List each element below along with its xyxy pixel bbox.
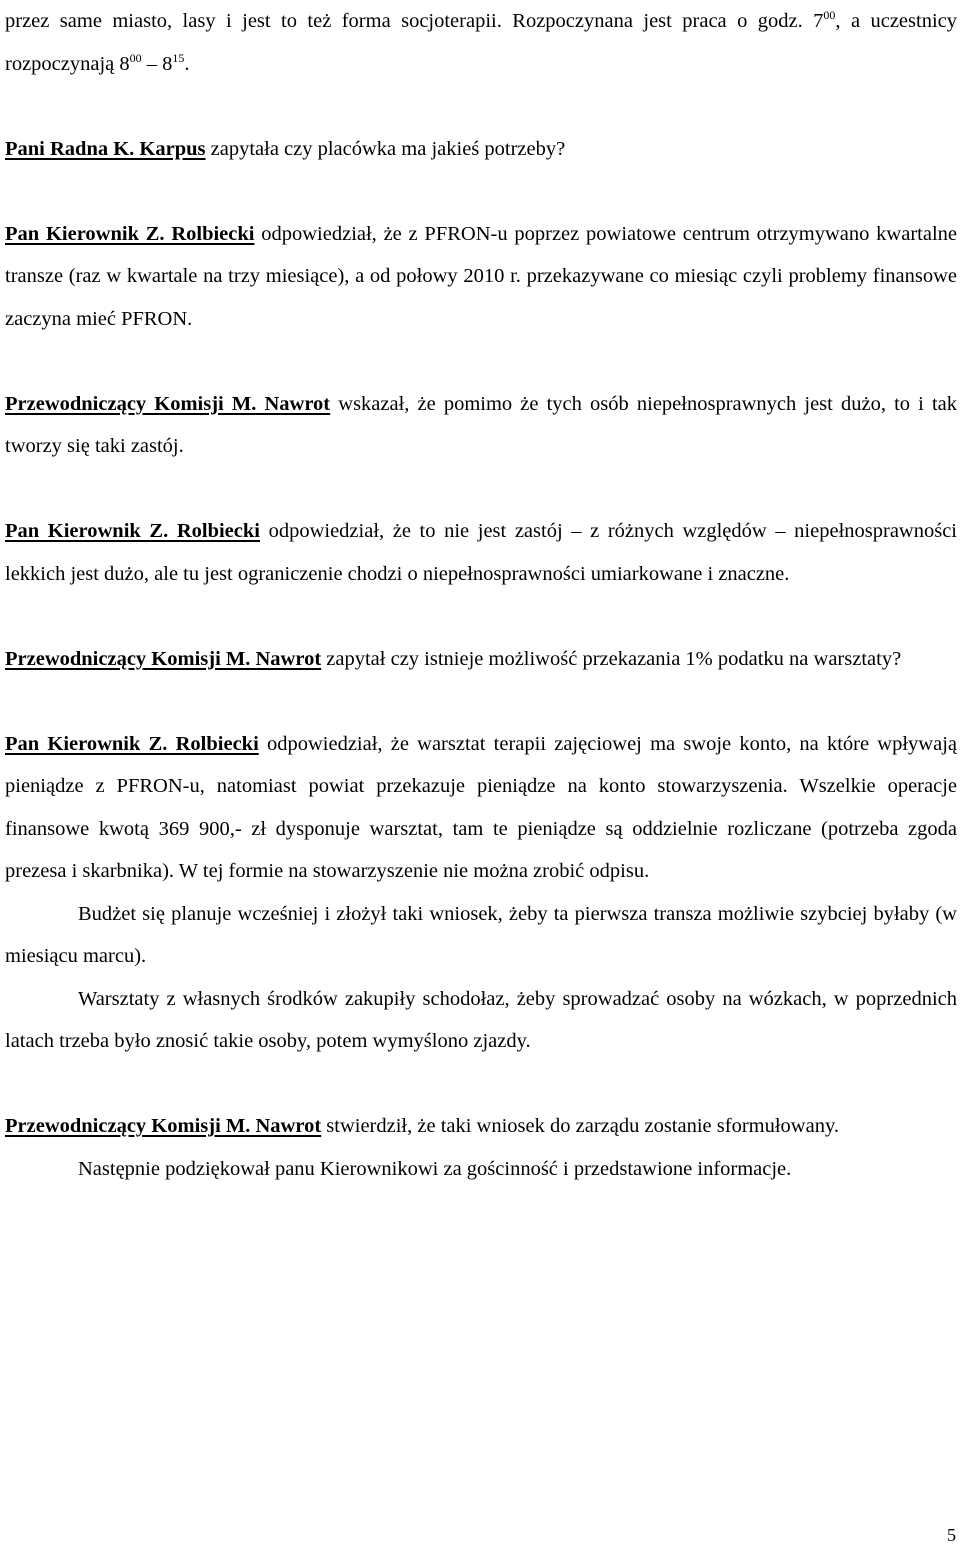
superscript: 00 [823, 8, 836, 23]
paragraph-nawrot-wniosek [5, 1105, 957, 1148]
paragraph-text: zapytała czy placówka ma jakieś potrzeby? [205, 137, 566, 160]
paragraph-karpus-question [5, 128, 957, 171]
paragraph-warsztaty [5, 978, 957, 1063]
paragraph-intro [5, 0, 957, 85]
superscript: 15 [172, 50, 185, 65]
paragraph-text: Warsztaty z własnych środków zakupiły schodołaz, żeby sprowadzać osoby na wózkach, w poprzednich latach trzeba było znosić takie osoby, potem wymyślono zjazdy. [5, 987, 957, 1052]
speaker-name: Przewodniczący Komisji M. Nawrot [5, 392, 331, 415]
paragraph-text: , a uczestnicy rozpoczynają 8 [5, 10, 957, 75]
speaker-name: Pan Kierownik Z. Rolbiecki [5, 520, 260, 542]
paragraph-text: – 8 [141, 52, 173, 75]
paragraph-gap [5, 85, 957, 128]
speaker-name: Pan Kierownik Z. Rolbiecki [5, 732, 259, 755]
paragraph-text: odpowiedział, że warsztat terapii zajęciowej ma swoje konto, na które wpływają pieniądze z PFRON-u, natomiast powiat przekazuje pieniądze na konto stowarzyszenia. Wszelkie operacje finansowe kwotą 369 900,- zł dysponuje warsztat, tam te pieniądze są oddzielnie rozliczane (potrzeba zgoda prezesa i skarbnika). W tej formie na stowarzyszenie nie można zrobić odpisu. [5, 732, 957, 882]
paragraph-text: Następnie podziękował panu Kierownikowi za gościnność i przedstawione informacje. [78, 1157, 792, 1180]
page-number: 5 [947, 1525, 956, 1545]
paragraph-text: stwierdził, że taki wniosek do zarządu zostanie sformułowany. [321, 1115, 839, 1137]
paragraph-text: odpowiedział, że z PFRON-u poprzez powiatowe centrum otrzymywano kwartalne transze (raz w kwartale na trzy miesiące), a od połowy 2010 r. przekazywane co miesiąc czyli problemy finansowe zaczyna mieć PFRON. [5, 222, 957, 330]
speaker-name: Przewodniczący Komisji M. Nawrot [5, 647, 322, 670]
paragraph-text: odpowiedział, że to nie jest zastój – z różnych względów – niepełnosprawności lekkich jest dużo, ale tu jest ograniczenie chodzi o niepełnosprawności umiarkowane i znaczne. [5, 520, 957, 585]
paragraph-text: zapytał czy istnieje możliwość przekazania 1% podatku na warsztaty? [321, 647, 902, 670]
paragraph-budzet [5, 893, 957, 978]
paragraph-nawrot-zastoj [5, 383, 957, 468]
paragraph-gap [5, 170, 957, 213]
paragraph-text: . [184, 52, 190, 75]
paragraph-gap [5, 1063, 957, 1106]
paragraph-text: przez same miasto, lasy i jest to też forma socjoterapii. Rozpoczynana jest praca o godz. 7 [5, 10, 824, 32]
speaker-name: Przewodniczący Komisji M. Nawrot [5, 1115, 322, 1137]
paragraph-rolbiecki-zastoj [5, 510, 957, 595]
paragraph-gap [5, 595, 957, 638]
paragraph-text: wskazał, że pomimo że tych osób niepełnosprawnych jest dużo, to i tak tworzy się taki zastój. [5, 392, 957, 457]
paragraph-rolbiecki-pfron [5, 213, 957, 341]
document-page [5, 0, 957, 1190]
speaker-name: Pani Radna K. Karpus [5, 137, 206, 160]
paragraph-podziekowanie [5, 1148, 957, 1191]
paragraph-text: Budżet się planuje wcześniej i złożył taki wniosek, żeby ta pierwsza transza możliwie szybciej byłaby (w miesiącu marcu). [5, 902, 957, 967]
paragraph-gap [5, 680, 957, 723]
paragraph-rolbiecki-konto [5, 723, 957, 893]
paragraph-nawrot-podatek [5, 638, 957, 681]
paragraph-gap [5, 340, 957, 383]
paragraph-gap [5, 468, 957, 511]
superscript: 00 [129, 50, 142, 65]
speaker-name: Pan Kierownik Z. Rolbiecki [5, 222, 255, 245]
